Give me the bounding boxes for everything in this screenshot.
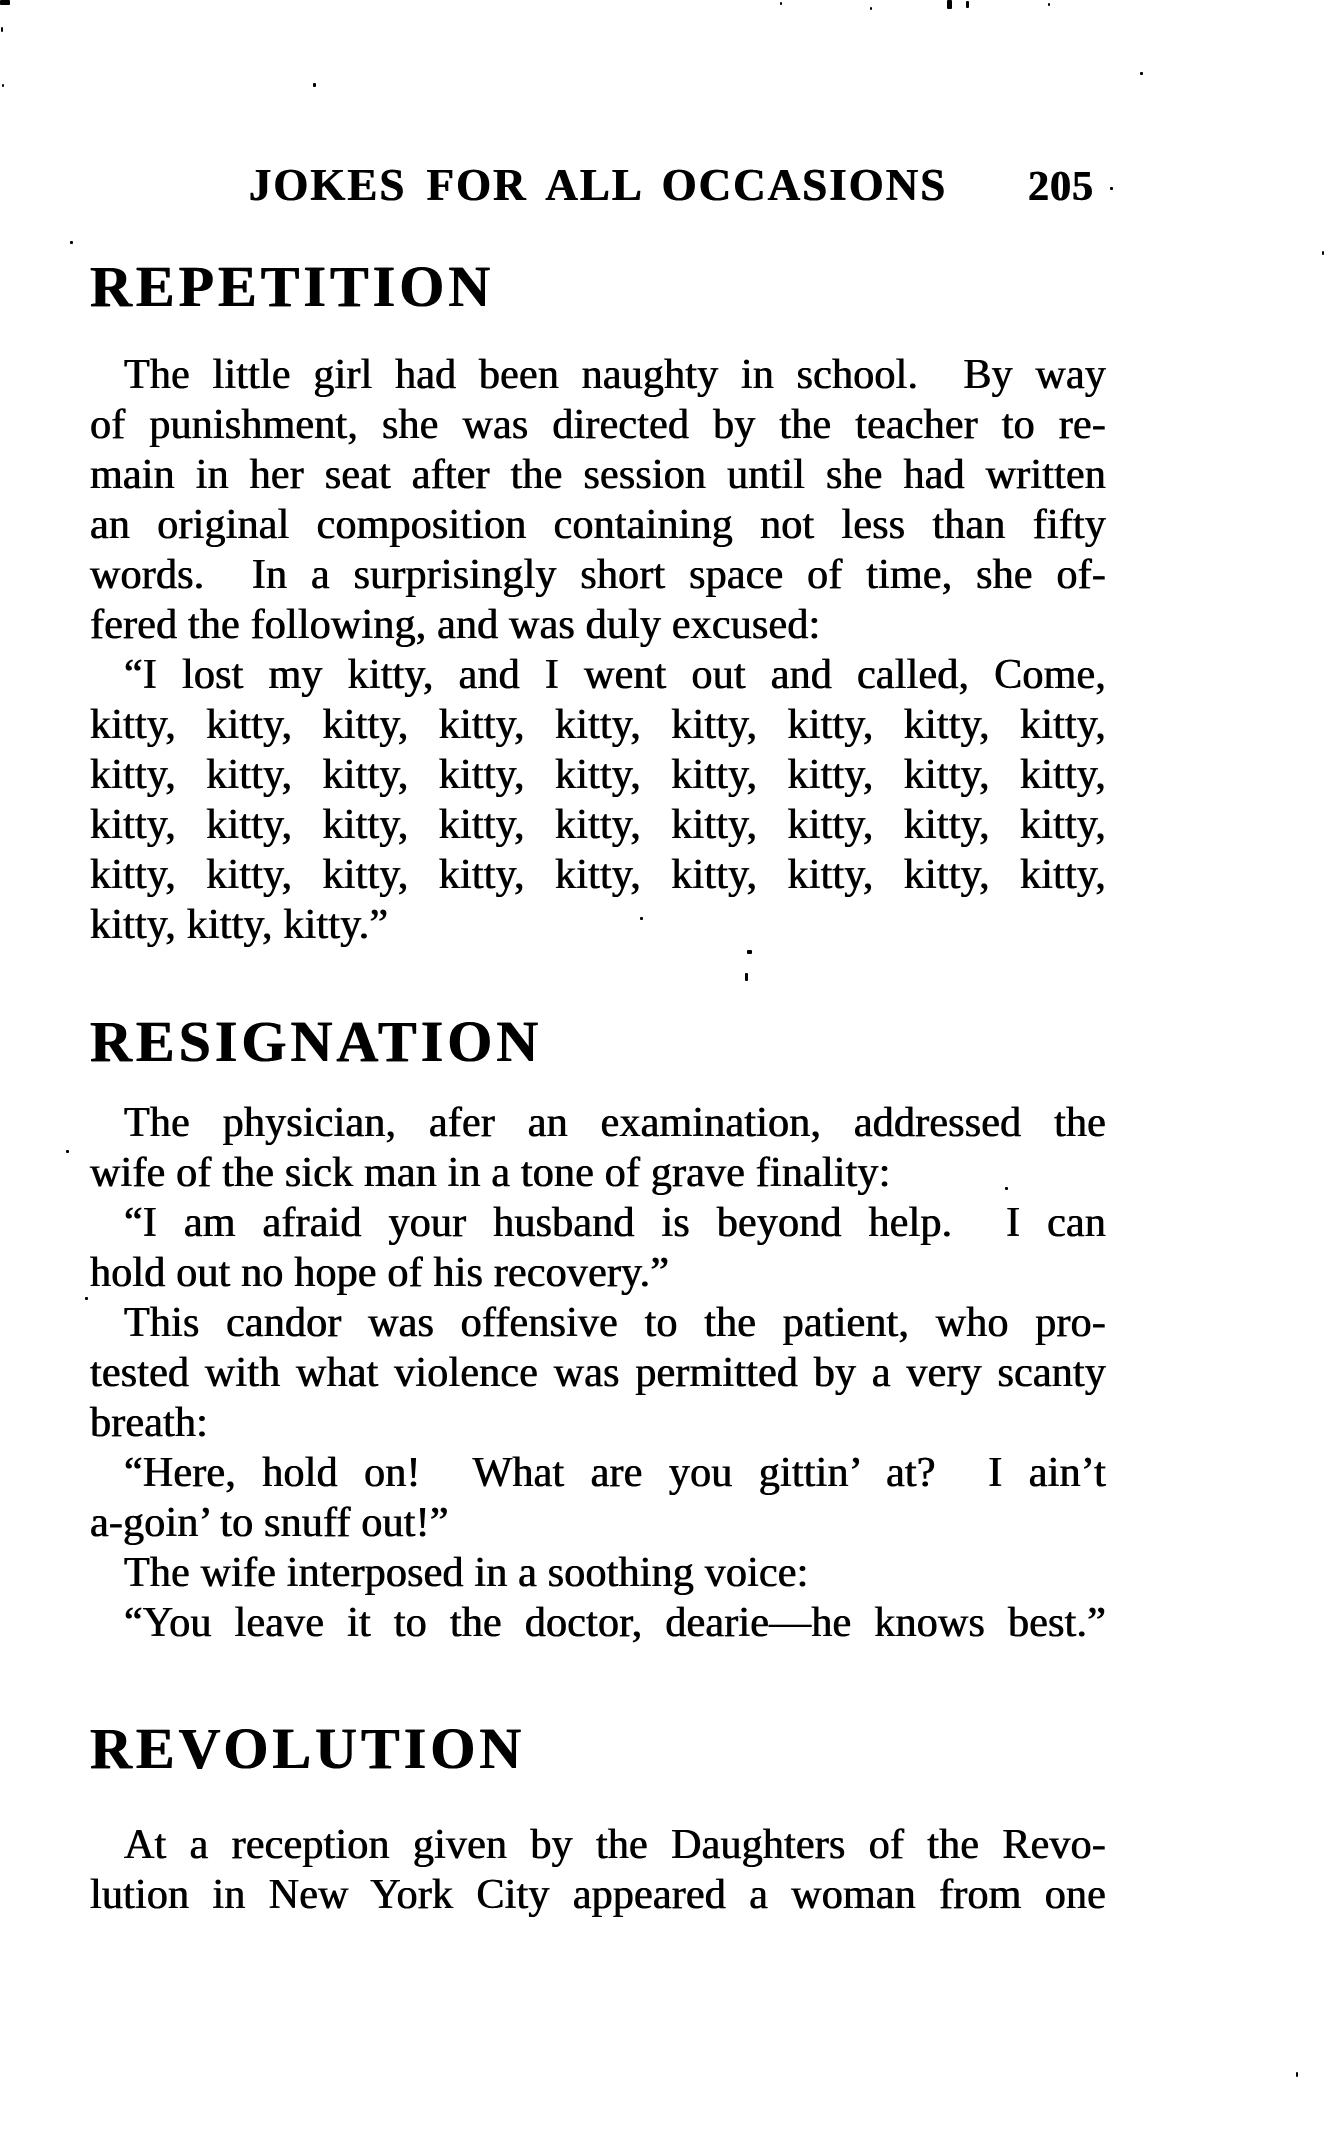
text-line <box>90 900 1106 950</box>
text-line-content: The little girl had been naughty in school. By way <box>124 352 1106 398</box>
text-line-content: kitty, kitty, kitty, kitty, kitty, kitty, kitty, kitty, kitty, <box>90 702 1106 748</box>
text-line <box>90 1348 1106 1398</box>
text-line <box>90 400 1106 450</box>
text-line <box>90 1248 1106 1298</box>
section-heading-revolution: REVOLUTION <box>90 1716 526 1781</box>
scan-speck <box>1322 251 1324 255</box>
section-repetition-body <box>90 350 1106 950</box>
scan-speck <box>747 950 752 954</box>
text-line-content: fered the following, and was duly excused: <box>90 602 821 648</box>
scan-speck <box>870 7 872 10</box>
text-line-content: of punishment, she was directed by the teacher to re- <box>90 402 1106 448</box>
text-line <box>90 600 1106 650</box>
scan-speck <box>85 1297 88 1300</box>
section-heading-resignation: RESIGNATION <box>90 1009 543 1074</box>
section-resignation-body <box>90 1098 1106 1648</box>
scan-speck <box>947 0 952 9</box>
text-line-content: The physician, afer an examination, addressed the <box>124 1100 1106 1146</box>
text-line <box>90 1598 1106 1648</box>
text-line <box>90 550 1106 600</box>
text-line-content: kitty, kitty, kitty, kitty, kitty, kitty, kitty, kitty, kitty, <box>90 752 1106 798</box>
section-heading-repetition: REPETITION <box>90 254 495 319</box>
scan-speck <box>70 241 73 244</box>
text-line <box>90 1198 1106 1248</box>
text-line-content: At a reception given by the Daughters of the Revo- <box>124 1822 1106 1868</box>
text-line-content: breath: <box>90 1400 209 1446</box>
scan-speck <box>313 83 316 87</box>
text-line <box>90 700 1106 750</box>
text-line-content: wife of the sick man in a tone of grave finality: <box>90 1150 891 1196</box>
text-line <box>90 1820 1106 1870</box>
scan-speck <box>1296 2072 1298 2077</box>
text-line-content: “I lost my kitty, and I went out and called, Come, <box>124 652 1106 698</box>
text-line <box>90 1098 1106 1148</box>
text-line <box>90 650 1106 700</box>
text-line-content: “Here, hold on! What are you gittin’ at? I ain’t <box>124 1450 1106 1496</box>
text-line-content: “I am afraid your husband is beyond help. I can <box>124 1200 1106 1246</box>
section-revolution-body <box>90 1820 1106 1920</box>
text-line <box>90 1448 1106 1498</box>
scan-speck <box>745 973 748 981</box>
text-line <box>90 1398 1106 1448</box>
text-line-content: This candor was offensive to the patient, who pro- <box>124 1300 1106 1346</box>
text-line-content: kitty, kitty, kitty.” <box>90 902 389 948</box>
text-line <box>90 450 1106 500</box>
text-line-content: lution in New York City appeared a woman from one <box>90 1872 1106 1918</box>
scan-speck <box>0 0 10 5</box>
running-header <box>90 160 1106 215</box>
scan-speck <box>66 1150 69 1153</box>
text-line <box>90 850 1106 900</box>
text-line <box>90 350 1106 400</box>
running-header-title: JOKES FOR ALL OCCASIONS <box>248 160 948 210</box>
text-line-content: “You leave it to the doctor, dearie—he knows best.” <box>124 1600 1106 1646</box>
text-line-content: a-goin’ to snuff out!” <box>90 1500 449 1546</box>
text-line-content: kitty, kitty, kitty, kitty, kitty, kitty, kitty, kitty, kitty, <box>90 852 1106 898</box>
text-line <box>90 1498 1106 1548</box>
scan-speck <box>640 917 643 920</box>
page-number: 205 <box>1028 164 1094 210</box>
text-line-content: an original composition containing not less than fifty <box>90 502 1106 548</box>
text-line <box>90 800 1106 850</box>
text-line-content: words. In a surprisingly short space of time, she of- <box>90 552 1106 598</box>
scan-speck <box>780 2 782 5</box>
text-line-content: hold out no hope of his recovery.” <box>90 1250 670 1296</box>
text-line <box>90 500 1106 550</box>
scan-speck <box>1005 1187 1008 1190</box>
scan-speck <box>1048 3 1050 6</box>
scan-speck <box>1 27 3 32</box>
text-line <box>90 1548 1106 1598</box>
text-line-content: The wife interposed in a soothing voice: <box>124 1550 809 1596</box>
text-line <box>90 750 1106 800</box>
scan-speck <box>966 1 969 8</box>
text-line-content: kitty, kitty, kitty, kitty, kitty, kitty, kitty, kitty, kitty, <box>90 802 1106 848</box>
text-line-content: tested with what violence was permitted by a very scanty <box>90 1350 1106 1396</box>
scan-speck <box>1140 72 1143 75</box>
scan-speck <box>1110 187 1113 190</box>
text-line <box>90 1298 1106 1348</box>
text-line <box>90 1148 1106 1198</box>
text-line <box>90 1870 1106 1920</box>
scan-speck <box>2 84 4 87</box>
text-line-content: main in her seat after the session until she had written <box>90 452 1106 498</box>
